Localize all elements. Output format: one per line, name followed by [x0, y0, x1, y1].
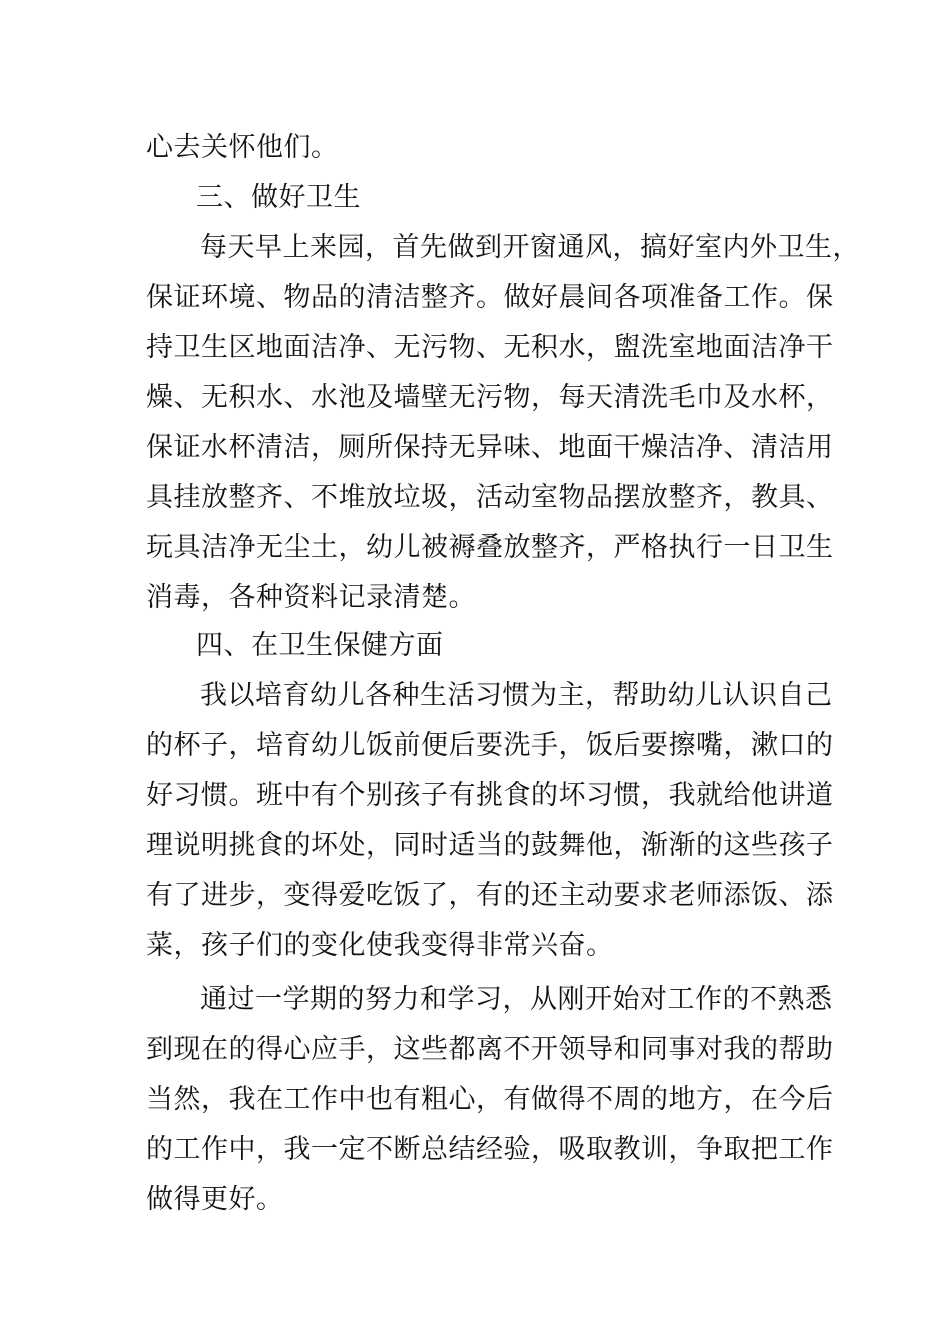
text-line: 我以培育幼儿各种生活习惯为主，帮助幼儿认识自己 [200, 680, 833, 711]
text-line: 的杯子，培育幼儿饭前便后要洗手，饭后要擦嘴，漱口的 [146, 730, 834, 761]
text-line: 理说明挑食的坏处，同时适当的鼓舞他，渐渐的这些孩子 [146, 830, 834, 861]
text-line: 消毒，各种资料记录清楚。 [146, 582, 476, 613]
text-line: 通过一学期的努力和学习，从刚开始对工作的不熟悉 [200, 984, 833, 1015]
section-heading: 三、做好卫生 [196, 182, 361, 213]
text-line: 每天早上来园，首先做到开窗通风，搞好室内外卫生， [200, 232, 860, 263]
text-line: 燥、无积水、水池及墙壁无污物，每天清洗毛巾及水杯， [146, 382, 834, 413]
section-heading: 四、在卫生保健方面 [196, 630, 444, 661]
text-line: 玩具洁净无尘土，幼儿被褥叠放整齐，严格执行一日卫生 [146, 532, 834, 563]
text-line: 好习惯。班中有个别孩子有挑食的坏习惯，我就给他讲道 [146, 780, 834, 811]
text-line: 持卫生区地面洁净、无污物、无积水，盥洗室地面洁净干 [146, 332, 834, 363]
text-line: 具挂放整齐、不堆放垃圾，活动室物品摆放整齐，教具、 [146, 482, 834, 513]
text-line: 心去关怀他们。 [146, 132, 339, 163]
text-line: 做得更好。 [146, 1184, 284, 1215]
text-line: 的工作中，我一定不断总结经验，吸取教训，争取把工作 [146, 1134, 834, 1165]
text-line: 保证环境、物品的清洁整齐。做好晨间各项准备工作。保 [146, 282, 834, 313]
text-line: 保证水杯清洁，厕所保持无异味、地面干燥洁净、清洁用 [146, 432, 834, 463]
text-line: 菜，孩子们的变化使我变得非常兴奋。 [146, 930, 614, 961]
text-line: 有了进步，变得爱吃饭了，有的还主动要求老师添饭、添 [146, 880, 834, 911]
text-line: 到现在的得心应手，这些都离不开领导和同事对我的帮助 [146, 1034, 834, 1065]
text-line: 当然，我在工作中也有粗心，有做得不周的地方，在今后 [146, 1084, 834, 1115]
